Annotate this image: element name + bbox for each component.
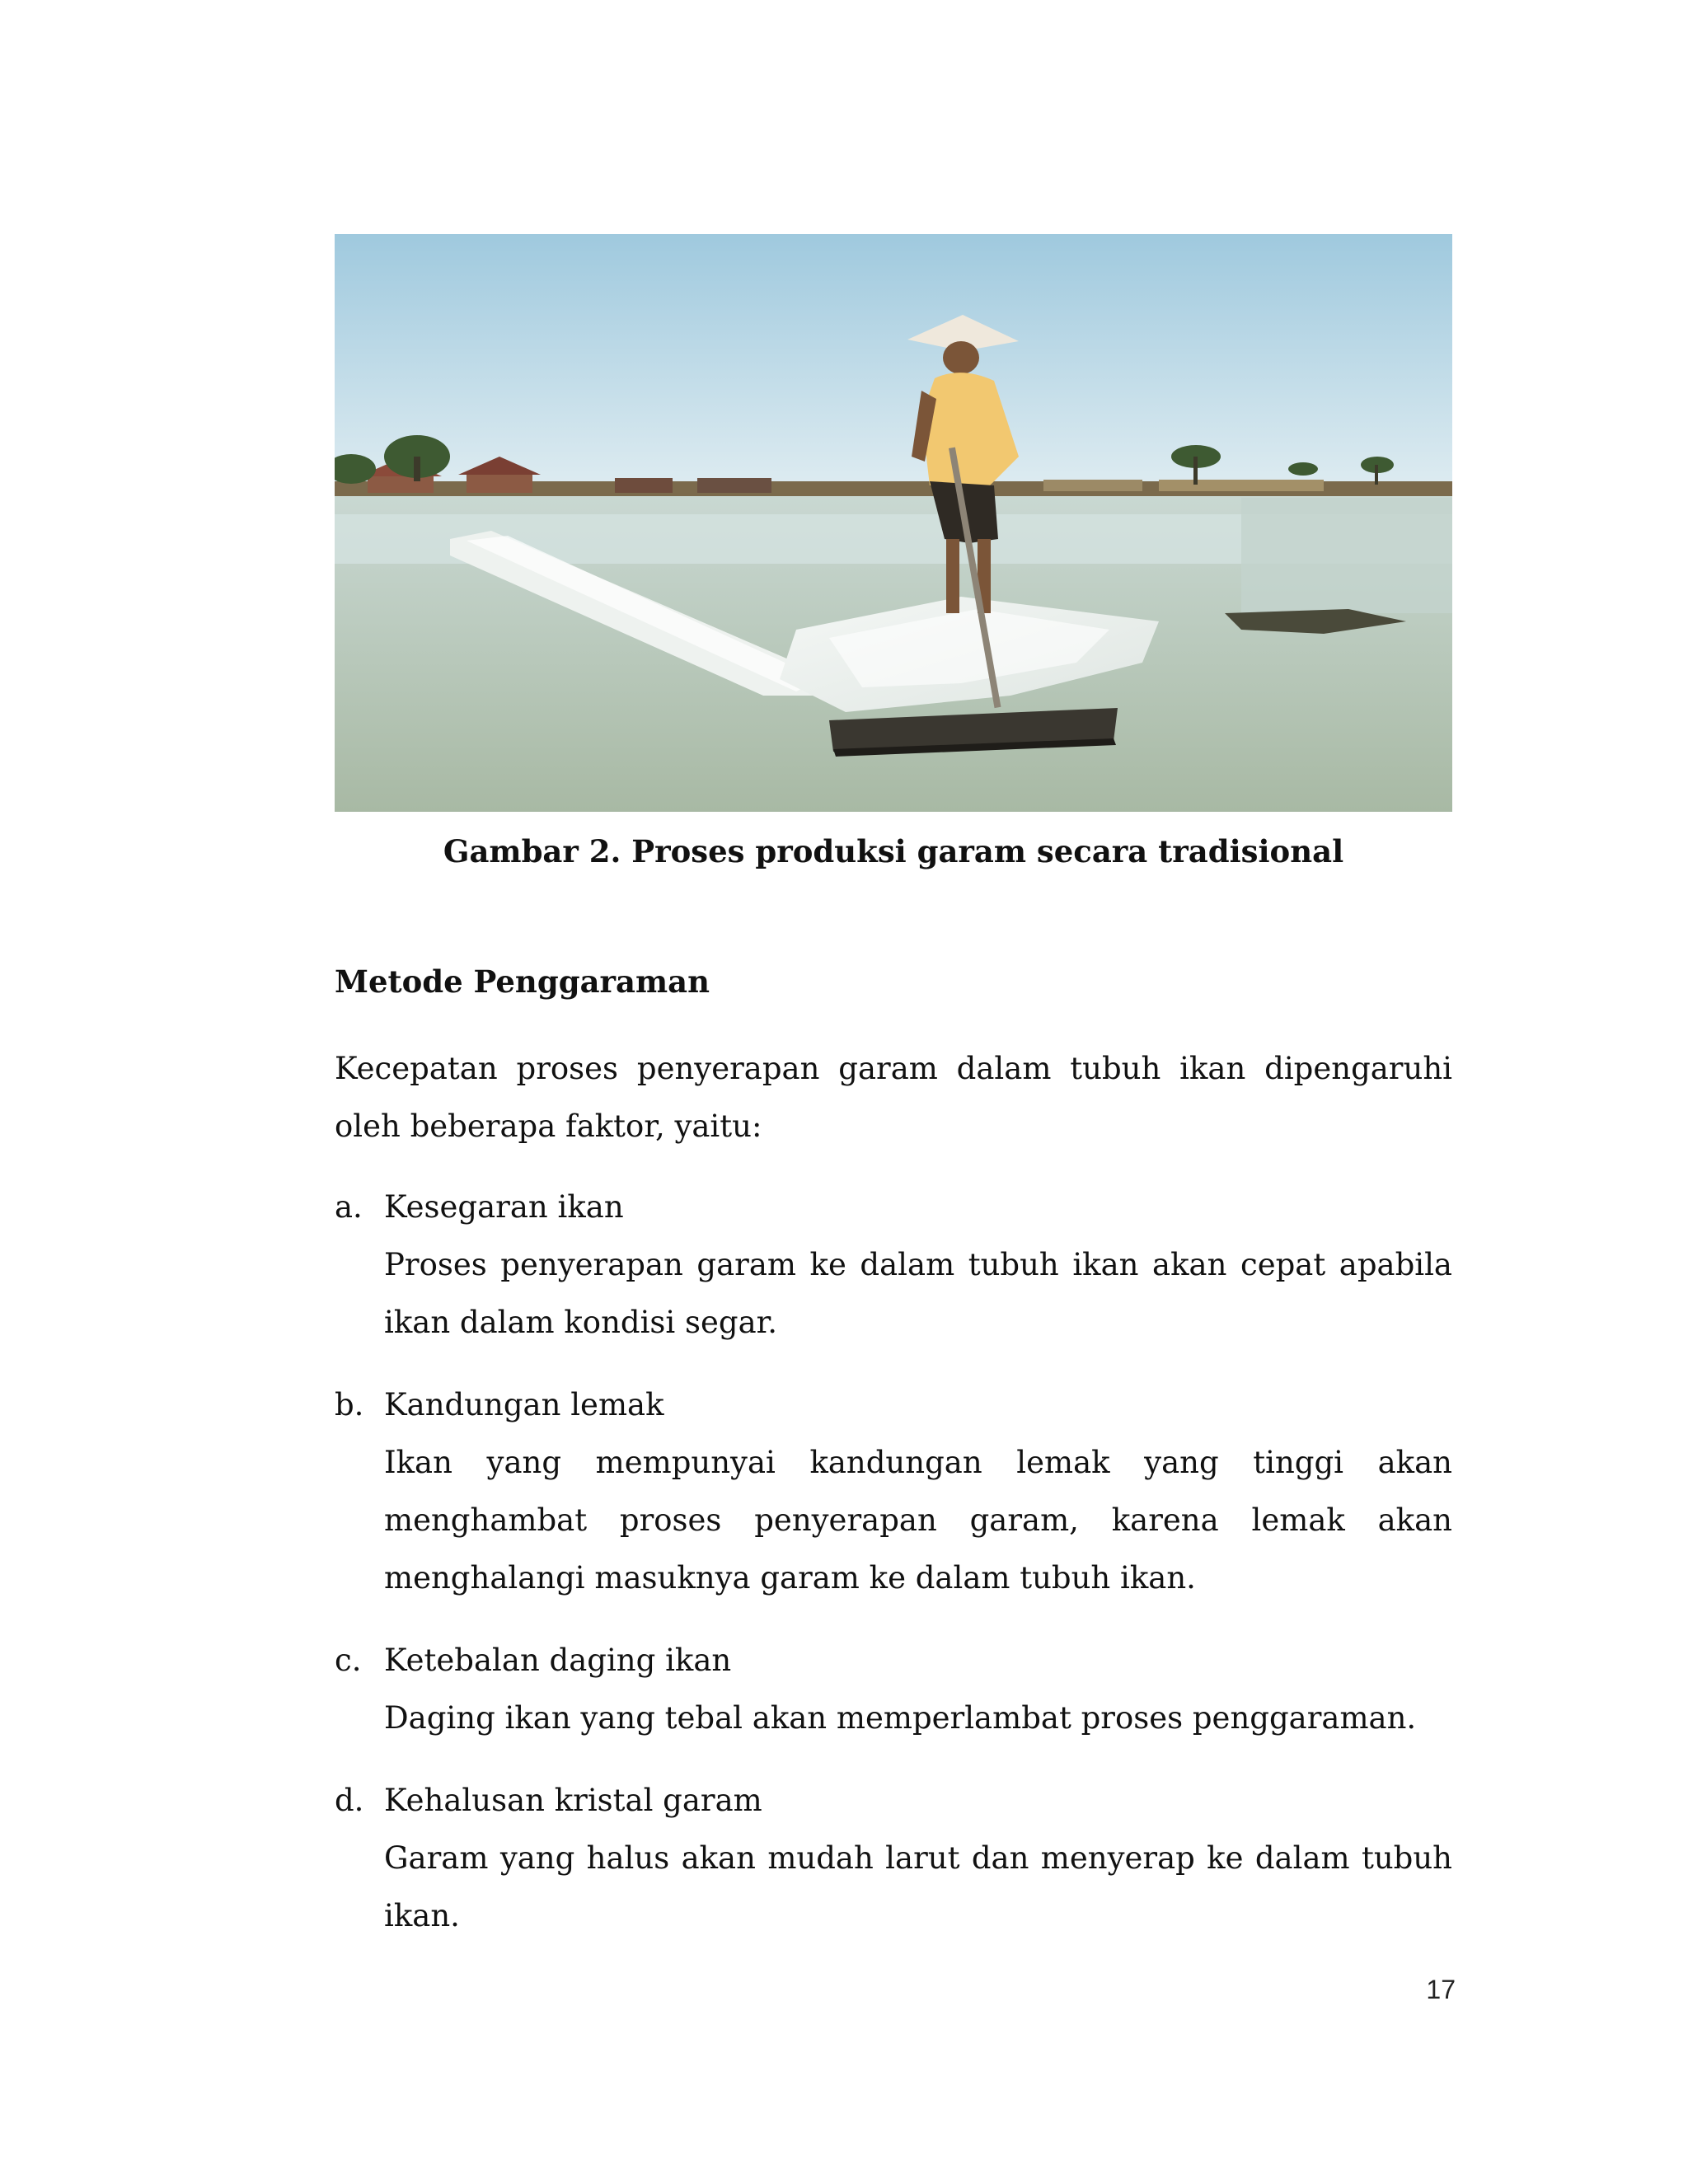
list-item	[335, 1632, 1452, 1772]
list-marker: b.	[335, 1387, 364, 1422]
factor-description: Daging ikan yang tebal akan memperlambat proses penggaraman.	[384, 1700, 1417, 1736]
factor-title: Kesegaran ikan	[384, 1189, 624, 1225]
list-item	[335, 1376, 1452, 1632]
salt-farmer-illustration	[335, 234, 1452, 812]
list-marker: c.	[335, 1643, 362, 1678]
factor-title: Kehalusan kristal garam	[384, 1783, 762, 1818]
factor-description: Ikan yang mempunyai kandungan lemak yang tinggi akan menghambat proses penyerapan garam, karena lemak akan menghalangi masuknya garam ke dalam tubuh ikan.	[384, 1445, 1452, 1596]
list-marker: d.	[335, 1783, 364, 1818]
list-item	[335, 1179, 1452, 1376]
list-item	[335, 1772, 1452, 1933]
factor-title: Ketebalan daging ikan	[384, 1643, 732, 1678]
salt-production-photo	[335, 234, 1452, 812]
factor-title: Kandungan lemak	[384, 1387, 664, 1422]
intro-paragraph: Kecepatan proses penyerapan garam dalam tubuh ikan dipengaruhi oleh beberapa faktor, yaitu:	[335, 1051, 1452, 1144]
list-marker: a.	[335, 1189, 363, 1225]
factor-description: Proses penyerapan garam ke dalam tubuh ikan akan cepat apabila ikan dalam kondisi segar.	[384, 1247, 1452, 1340]
figure-caption: Gambar 2. Proses produksi garam secara tradisional	[443, 833, 1344, 869]
section-heading: Metode Penggaraman	[335, 963, 710, 1000]
factor-list	[335, 1179, 1452, 1933]
page-number: 17	[1426, 1975, 1456, 2004]
factor-description: Garam yang halus akan mudah larut dan menyerap ke dalam tubuh ikan.	[384, 1840, 1452, 1933]
